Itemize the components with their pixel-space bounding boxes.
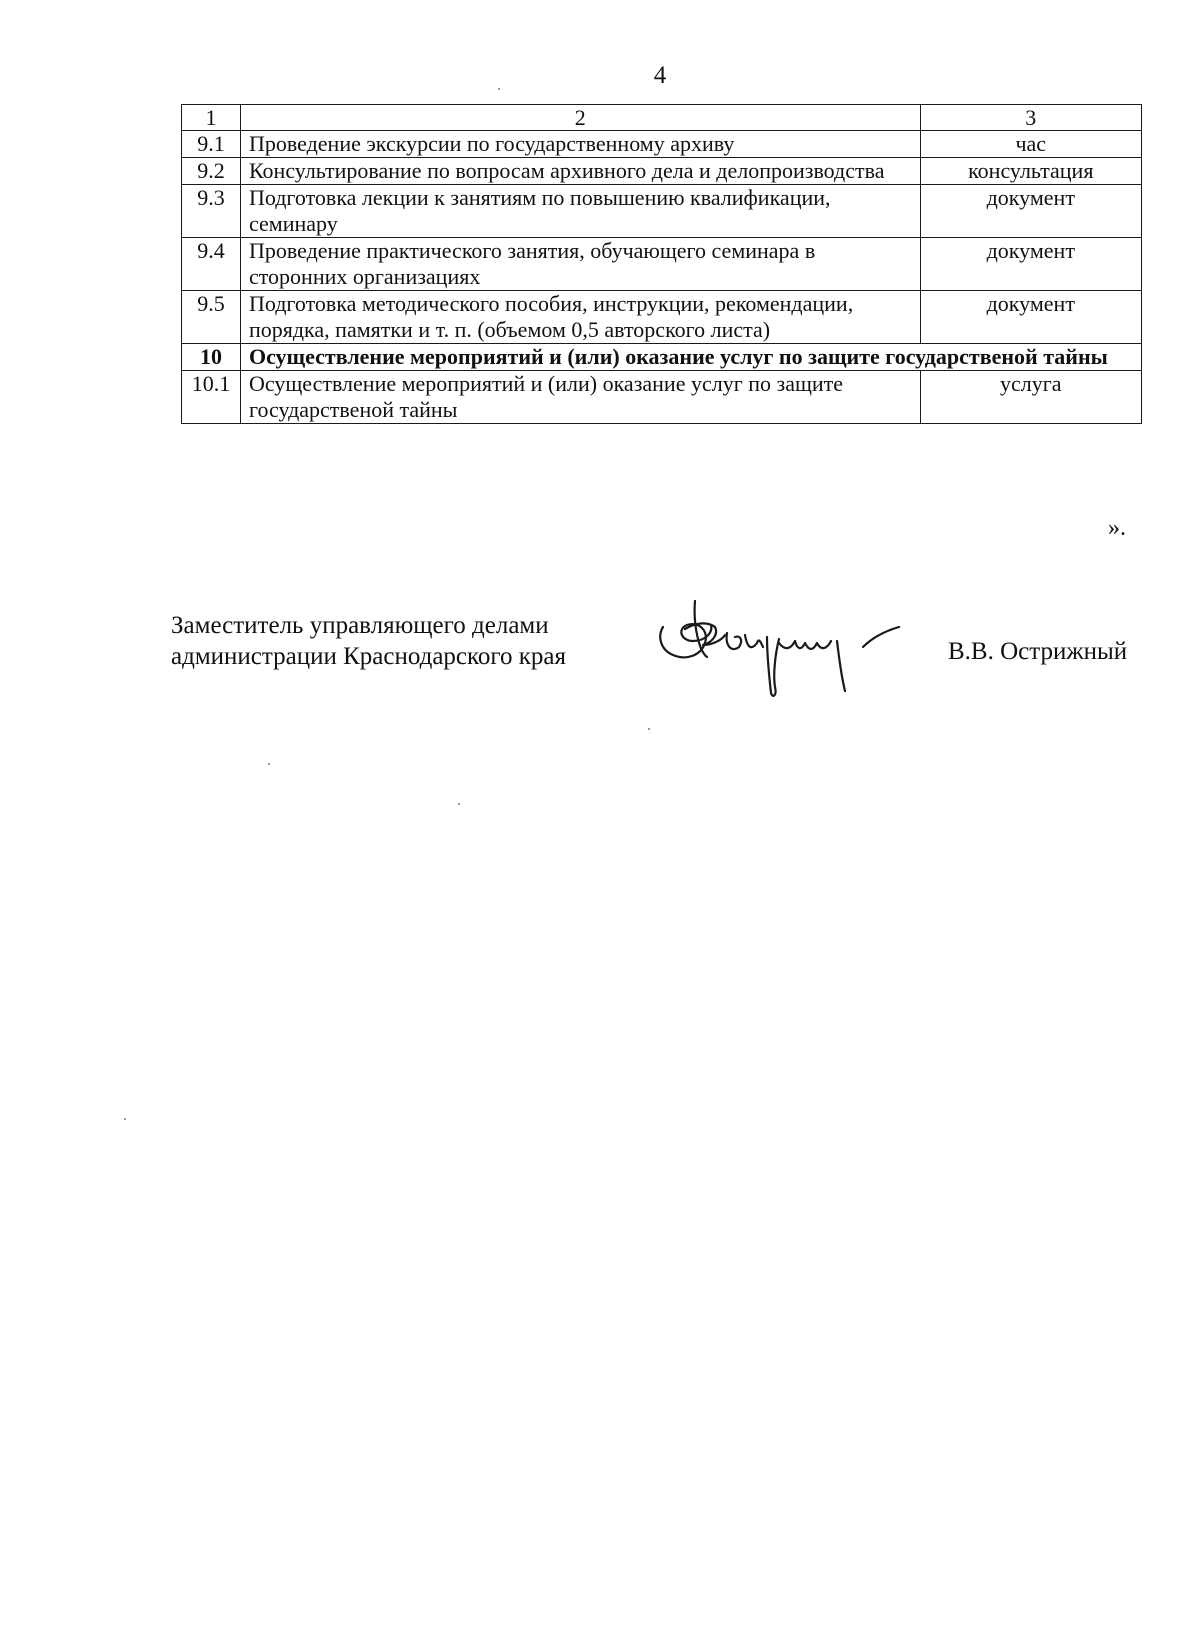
row-description: Консультирование по вопросам архивного дела и делопроизводства — [240, 158, 920, 185]
section-title: Осуществление мероприятий и (или) оказание услуг по защите государственой тайны — [240, 344, 1141, 371]
table-row — [182, 131, 1142, 158]
scan-speck — [268, 763, 270, 765]
table-section-row — [182, 344, 1142, 371]
row-unit: консультация — [920, 158, 1141, 185]
signer-name: В.В. Острижный — [948, 638, 1128, 665]
row-unit: документ — [920, 238, 1141, 291]
scan-speck — [498, 88, 500, 90]
row-description: Осуществление мероприятий и (или) оказание услуг по защите государственой тайны — [240, 371, 920, 424]
row-description: Подготовка лекции к занятиям по повышению квалификации, семинару — [240, 185, 920, 238]
header-cell-col-1: 1 — [182, 105, 241, 131]
section-number: 10 — [182, 344, 241, 371]
scan-speck — [124, 1118, 126, 1120]
closing-quote: ». — [1108, 515, 1126, 541]
row-description: Проведение экскурсии по государственному архиву — [240, 131, 920, 158]
table-row — [182, 185, 1142, 238]
row-unit: услуга — [920, 371, 1141, 424]
signer-title-line-1: Заместитель управляющего делами — [171, 612, 549, 639]
row-unit: час — [920, 131, 1141, 158]
header-cell-col-3: 3 — [920, 105, 1141, 131]
table-row — [182, 371, 1142, 424]
row-description: Подготовка методического пособия, инструкции, рекомендации, порядка, памятки и т. п. (объемом 0,5 авторского листа) — [240, 291, 920, 344]
table-row — [182, 158, 1142, 185]
scan-speck — [458, 803, 460, 805]
row-unit: документ — [920, 185, 1141, 238]
table-header-row — [182, 105, 1142, 131]
services-table — [181, 104, 1142, 424]
table-row — [182, 238, 1142, 291]
row-number: 9.4 — [182, 238, 241, 291]
row-number: 9.5 — [182, 291, 241, 344]
row-number: 10.1 — [182, 371, 241, 424]
page-number: 4 — [653, 62, 667, 89]
row-unit: документ — [920, 291, 1141, 344]
row-description: Проведение практического занятия, обучающего семинара в сторонних организациях — [240, 238, 920, 291]
header-cell-col-2: 2 — [240, 105, 920, 131]
signer-title-line-2: администрации Краснодарского края — [171, 643, 567, 670]
table-row — [182, 291, 1142, 344]
scan-speck — [648, 728, 650, 730]
row-number: 9.2 — [182, 158, 241, 185]
row-number: 9.3 — [182, 185, 241, 238]
row-number: 9.1 — [182, 131, 241, 158]
signer-title — [171, 610, 566, 672]
handwritten-signature — [655, 595, 905, 715]
